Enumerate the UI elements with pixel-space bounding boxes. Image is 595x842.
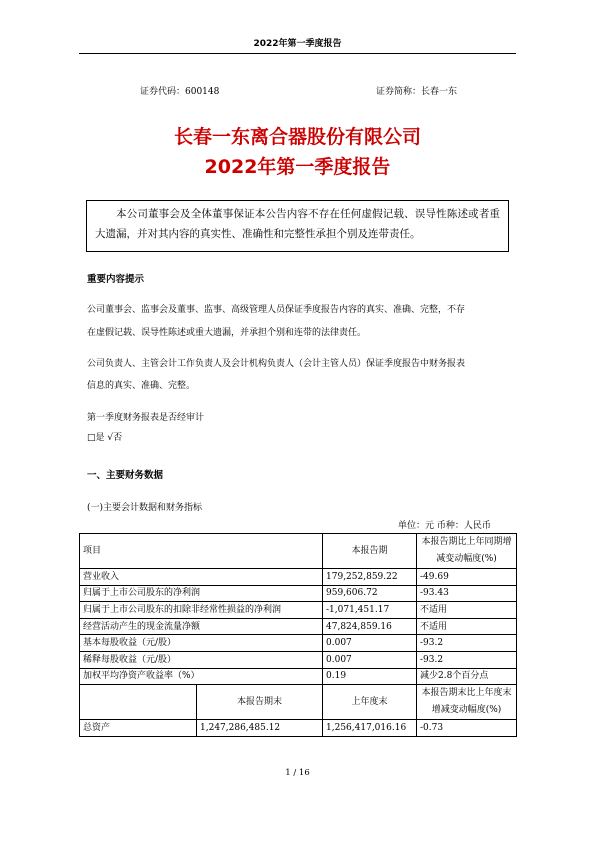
securities-abbr: 证券简称：长春一东 <box>376 87 458 97</box>
important-p2-line1: 公司负责人、主管会计工作负责人及会计机构负责人（会计主管人员）保证季度报告中财务报表 <box>87 359 466 369</box>
board-notice: 本公司董事会及全体董事保证本公告内容不存在任何虚假记载、误导性陈述或者重大遗漏，并对其内容的真实性、准确性和完整性承担个别及连带责任。 <box>86 200 509 252</box>
audit-answer: □是 √否 <box>87 433 123 443</box>
unit-currency: 单位：元 币种：人民币 <box>398 521 491 531</box>
table-header-row-2 <box>80 685 517 720</box>
important-p1-line2: 在虚假记载、误导性陈述或重大遗漏，并承担个别和连带的法律责任。 <box>87 328 367 338</box>
page-number: 1 / 16 <box>285 768 310 778</box>
header2-blank <box>80 685 197 720</box>
important-p1-line1: 公司董事会、监事会及董事、监事、高级管理人员保证季度报告内容的真实、准确、完整，不存 <box>87 305 466 315</box>
report-title: 2022年第一季度报告 <box>204 156 391 178</box>
table-row: 稀释每股收益（元/股） 0.007 -93.2 <box>80 651 517 668</box>
header-item: 项目 <box>80 534 323 569</box>
important-p2-line2: 信息的真实、准确、完整。 <box>87 381 196 391</box>
table-row: 经营活动产生的现金流量净额 47,824,859.16 不适用 <box>80 618 517 635</box>
table-row: 归属于上市公司股东的净利润 959,606.72 -93.43 <box>80 585 517 602</box>
header2-end: 本报告期末 <box>197 685 323 720</box>
header2-prev: 上年度末 <box>323 685 417 720</box>
table-row: 营业收入 179,252,859.22 -49.69 <box>80 569 517 586</box>
important-heading: 重要内容提示 <box>87 274 145 285</box>
header-period: 本报告期 <box>323 534 417 569</box>
securities-code: 证券代码：600148 <box>140 87 220 97</box>
company-title: 长春一东离合器股份有限公司 <box>173 126 421 148</box>
table-row: 归属于上市公司股东的扣除非经常性损益的净利润 -1,071,451.17 不适用 <box>80 602 517 619</box>
header-change: 本报告期比上年同期增减变动幅度(%) <box>417 534 517 569</box>
section1-heading: 一、主要财务数据 <box>87 470 164 481</box>
running-header: 2022年第一季度报告 <box>79 36 516 54</box>
audit-question: 第一季度财务报表是否经审计 <box>87 413 205 423</box>
table-row: 加权平均净资产收益率（%） 0.19 减少2.8个百分点 <box>80 668 517 685</box>
table-header-row <box>80 534 517 569</box>
table-row: 基本每股收益（元/股） 0.007 -93.2 <box>80 635 517 652</box>
section1-subheading: (一)主要会计数据和财务指标 <box>87 503 203 513</box>
table-row: 总资产 1,247,286,485.12 1,256,417,016.16 -0.73 <box>80 720 517 737</box>
financial-table <box>79 533 517 737</box>
header2-change: 本报告期末比上年度末增减变动幅度(%) <box>417 685 517 720</box>
